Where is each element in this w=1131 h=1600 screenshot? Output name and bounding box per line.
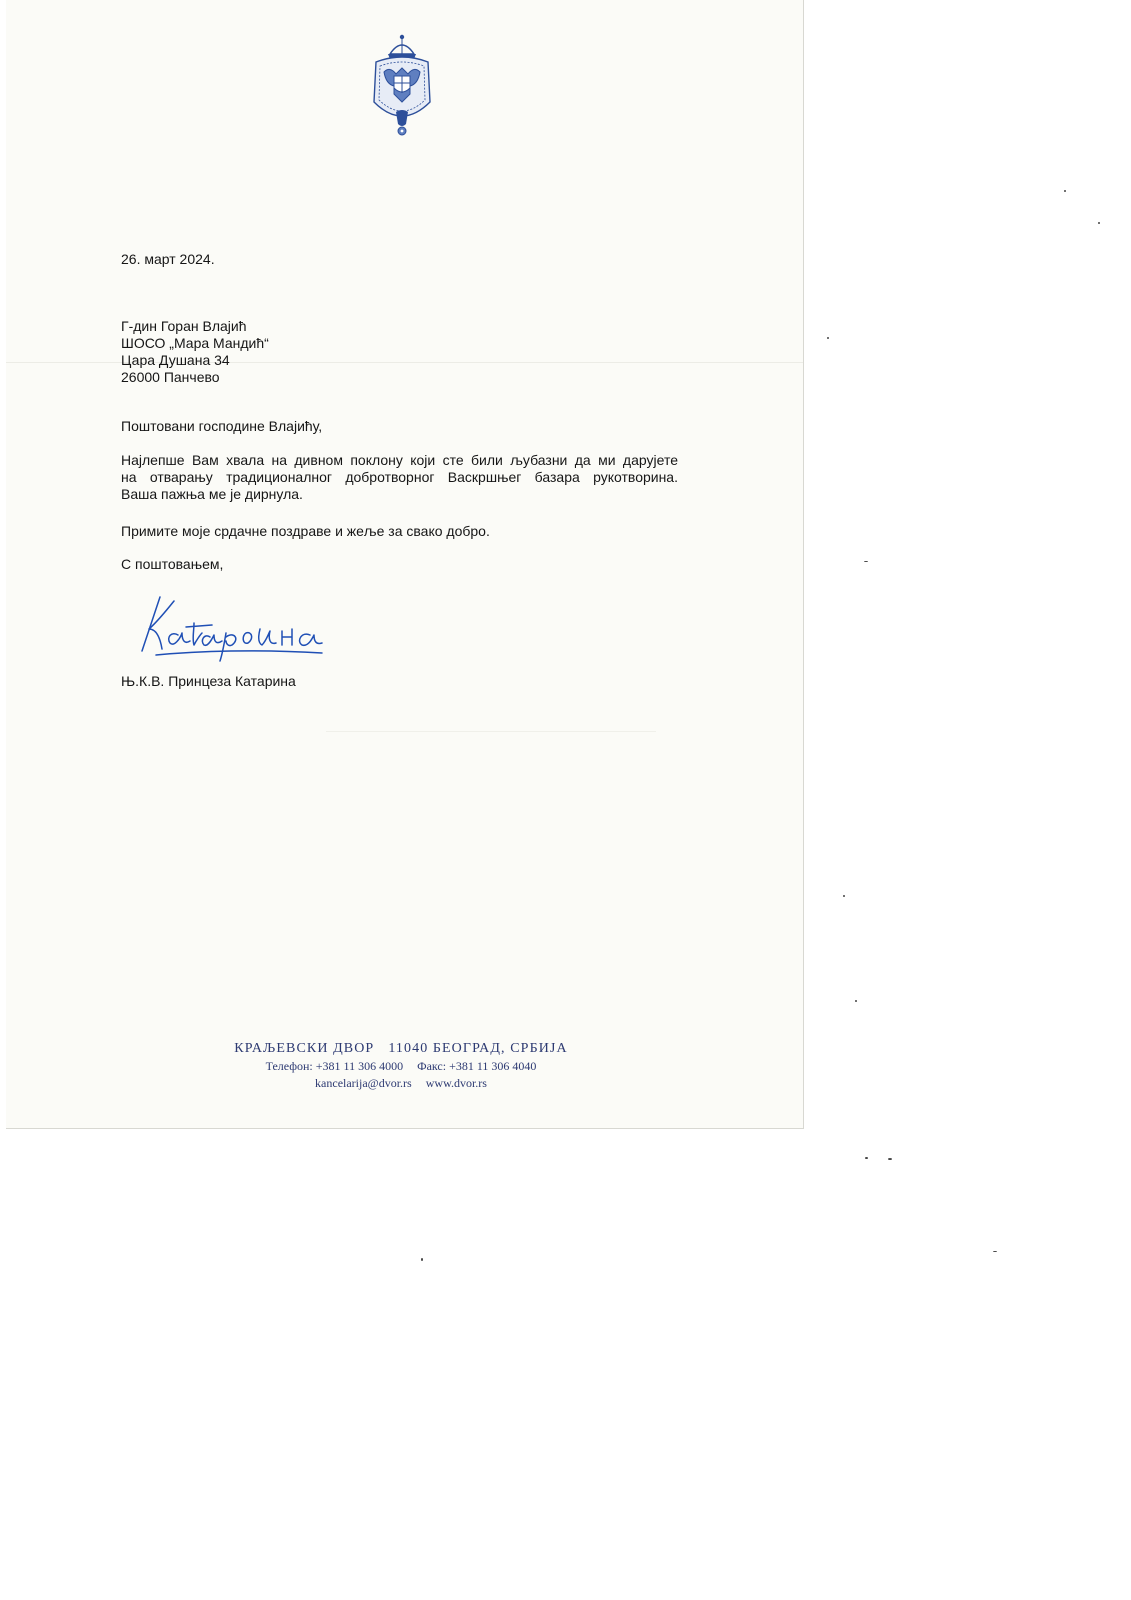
footer-address-name: КРАЉЕВСКИ ДВОР (234, 1041, 375, 1056)
scan-speck (827, 337, 829, 339)
scan-speck (1064, 190, 1066, 192)
footer-website: www.dvor.rs (425, 1076, 487, 1090)
footer-fax: Факс: +381 11 306 4040 (417, 1059, 537, 1073)
handwritten-signature (138, 593, 326, 663)
body-line: на отварању традиционалног добротворног Васкршњег базара рукотворина. (121, 469, 678, 485)
signer-name: Њ.К.В. Принцеза Катарина (121, 673, 296, 689)
letter-body (121, 452, 678, 503)
body-line: Најлепше Вам хвала на дивном поклону који сте били љубазни да ми дарујете (121, 452, 678, 468)
recipient-street: Цара Душана 34 (121, 352, 230, 368)
footer-email: kancelarija@dvor.rs (315, 1076, 412, 1090)
recipient-city: 26000 Панчево (121, 369, 220, 385)
letter-date: 26. март 2024. (121, 251, 215, 267)
footer-address (156, 1040, 646, 1058)
scan-speck (843, 895, 845, 897)
recipient-name: Г-дин Горан Влајић (121, 318, 247, 334)
footer-online (156, 1075, 646, 1092)
regards: С поштовањем, (121, 556, 224, 572)
footer-contacts (156, 1058, 646, 1075)
scan-speck (855, 1000, 857, 1002)
closing-sentence: Примите моје срдачне поздраве и жеље за свако добро. (121, 523, 490, 539)
letter-sheet (6, 0, 804, 1129)
recipient-school: ШОСО „Мара Мандић“ (121, 335, 269, 351)
footer-address-city: 11040 БЕОГРАД, СРБИЈА (388, 1041, 568, 1056)
salutation: Поштовани господине Влајићу, (121, 418, 323, 434)
footer-phone: Телефон: +381 11 306 4000 (265, 1059, 404, 1073)
scan-speck (421, 1258, 423, 1261)
scan-speck (865, 1157, 868, 1159)
paper-fold-line (326, 731, 656, 732)
royal-coat-of-arms-icon (370, 32, 434, 138)
scan-speck (888, 1158, 892, 1160)
scan-speck (1098, 222, 1100, 224)
letterhead-footer (156, 1040, 646, 1092)
body-line: Ваша пажња ме је дирнула. (121, 486, 303, 502)
scan-speck (864, 561, 868, 562)
scan-speck (993, 1251, 997, 1252)
